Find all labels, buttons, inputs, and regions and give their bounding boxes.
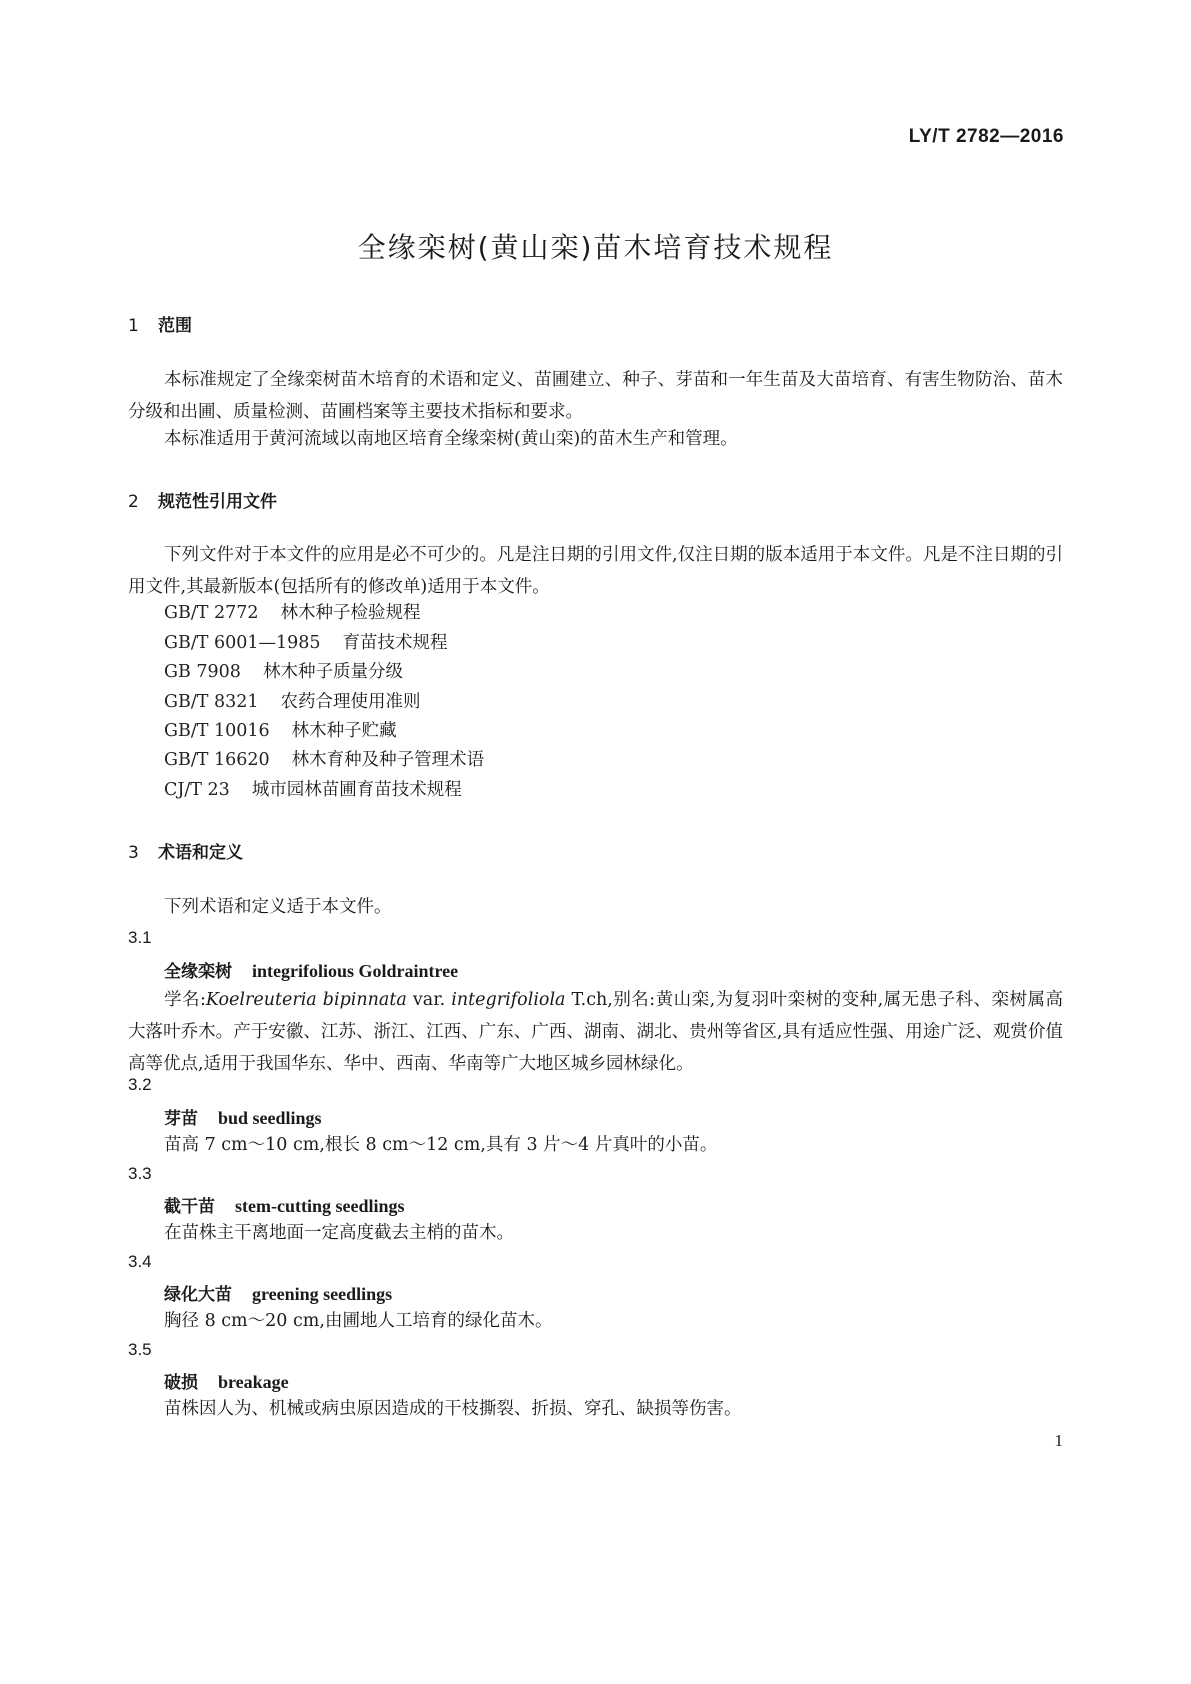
reference-title: 林木种子检验规程: [280, 603, 421, 623]
reference-code: GB/T 6001—1985: [164, 633, 321, 653]
term-zh: 破损: [164, 1373, 198, 1393]
definition-text: 学名:: [164, 990, 206, 1010]
section-number: 3: [128, 843, 139, 863]
term-en: greening seedlings: [252, 1284, 393, 1304]
term-definition: 苗高 7 cm～10 cm,根长 8 cm～12 cm,具有 3 片～4 片真叶的小苗。: [164, 1135, 718, 1155]
term-zh: 全缘栾树: [164, 962, 232, 982]
section-title: 规范性引用文件: [158, 492, 277, 512]
term-en: bud seedlings: [218, 1108, 322, 1128]
reference-title: 林木种子贮藏: [291, 721, 397, 741]
reference-item: [164, 658, 403, 686]
standard-code: LY/T 2782—2016: [908, 126, 1064, 147]
term-zh: 截干苗: [164, 1197, 215, 1217]
terms-intro-paragraph: 下列术语和定义适于本文件。: [164, 897, 392, 917]
term-heading: [164, 1192, 405, 1217]
references-intro-paragraph: 下列文件对于本文件的应用是必不可少的。凡是注日期的引用文件,仅注日期的版本适用于本文件。凡是不注日期的引用文件,其最新版本(包括所有的修改单)适用于本文件。: [128, 545, 1063, 597]
term-heading: [164, 1104, 322, 1129]
reference-code: GB/T 16620: [164, 750, 270, 770]
section-title: 术语和定义: [158, 843, 243, 863]
term-en: breakage: [218, 1372, 289, 1392]
reference-item: [164, 629, 448, 657]
page-number: 1: [1054, 1431, 1063, 1450]
definition-text: var.: [406, 990, 452, 1010]
section-number: 1: [128, 316, 139, 336]
reference-code: GB/T 2772: [164, 603, 259, 623]
reference-item: [164, 746, 484, 774]
section-heading-scope: [128, 311, 192, 336]
definition-text: T.ch,别名:黄山栾,为复羽叶栾树的变种,属无患子科、栾树属高大落叶乔木。产于安徽、江苏、浙江、江西、广东、广西、湖南、湖北、贵州等省区,具有适应性强、用途广泛、观赏价值高等优点,适用于我国华东、华中、西南、华南等广大地区城乡园林绿化。: [128, 990, 1063, 1074]
term-definition: [128, 984, 1063, 1080]
clause-number: 3.2: [128, 1075, 152, 1094]
clause-number: 3.5: [128, 1340, 152, 1359]
scope-paragraph-1: 本标准规定了全缘栾树苗木培育的术语和定义、苗圃建立、种子、芽苗和一年生苗及大苗培育、有害生物防治、苗木分级和出圃、质量检测、苗圃档案等主要技术指标和要求。: [128, 370, 1063, 422]
reference-title: 城市园林苗圃育苗技术规程: [251, 780, 462, 800]
reference-item: [164, 599, 421, 627]
reference-code: CJ/T 23: [164, 780, 230, 800]
term-heading: [164, 1280, 392, 1305]
reference-title: 育苗技术规程: [342, 633, 448, 653]
reference-title: 农药合理使用准则: [280, 692, 421, 712]
clause-number: 3.4: [128, 1252, 152, 1271]
scientific-variety: integrifoliola: [451, 990, 566, 1010]
scientific-name: Koelreuteria bipinnata: [205, 990, 407, 1010]
clause-number: 3.1: [128, 928, 152, 947]
reference-code: GB 7908: [164, 662, 241, 682]
scope-paragraph-2: 本标准适用于黄河流域以南地区培育全缘栾树(黄山栾)的苗木生产和管理。: [164, 429, 738, 449]
section-title: 范围: [158, 316, 192, 336]
term-en: stem-cutting seedlings: [235, 1196, 405, 1216]
reference-title: 林木育种及种子管理术语: [291, 750, 485, 770]
term-definition: 在苗株主干离地面一定高度截去主梢的苗木。: [164, 1223, 514, 1243]
term-heading: [164, 1368, 289, 1393]
section-heading-terms: [128, 838, 243, 863]
term-zh: 绿化大苗: [164, 1285, 232, 1305]
clause-number: 3.3: [128, 1164, 152, 1183]
term-definition: 胸径 8 cm～20 cm,由圃地人工培育的绿化苗木。: [164, 1311, 553, 1331]
term-heading: [164, 957, 458, 982]
section-number: 2: [128, 492, 139, 512]
reference-item: [164, 776, 462, 804]
document-title: 全缘栾树(黄山栾)苗木培育技术规程: [357, 231, 834, 264]
reference-item: [164, 717, 397, 745]
reference-code: GB/T 10016: [164, 721, 270, 741]
reference-code: GB/T 8321: [164, 692, 259, 712]
term-en: integrifolious Goldraintree: [252, 961, 459, 981]
reference-item: [164, 688, 421, 716]
reference-title: 林木种子质量分级: [262, 662, 403, 682]
term-zh: 芽苗: [164, 1109, 198, 1129]
term-definition: 苗株因人为、机械或病虫原因造成的干枝撕裂、折损、穿孔、缺损等伤害。: [164, 1399, 742, 1419]
section-heading-normative-references: [128, 487, 277, 512]
